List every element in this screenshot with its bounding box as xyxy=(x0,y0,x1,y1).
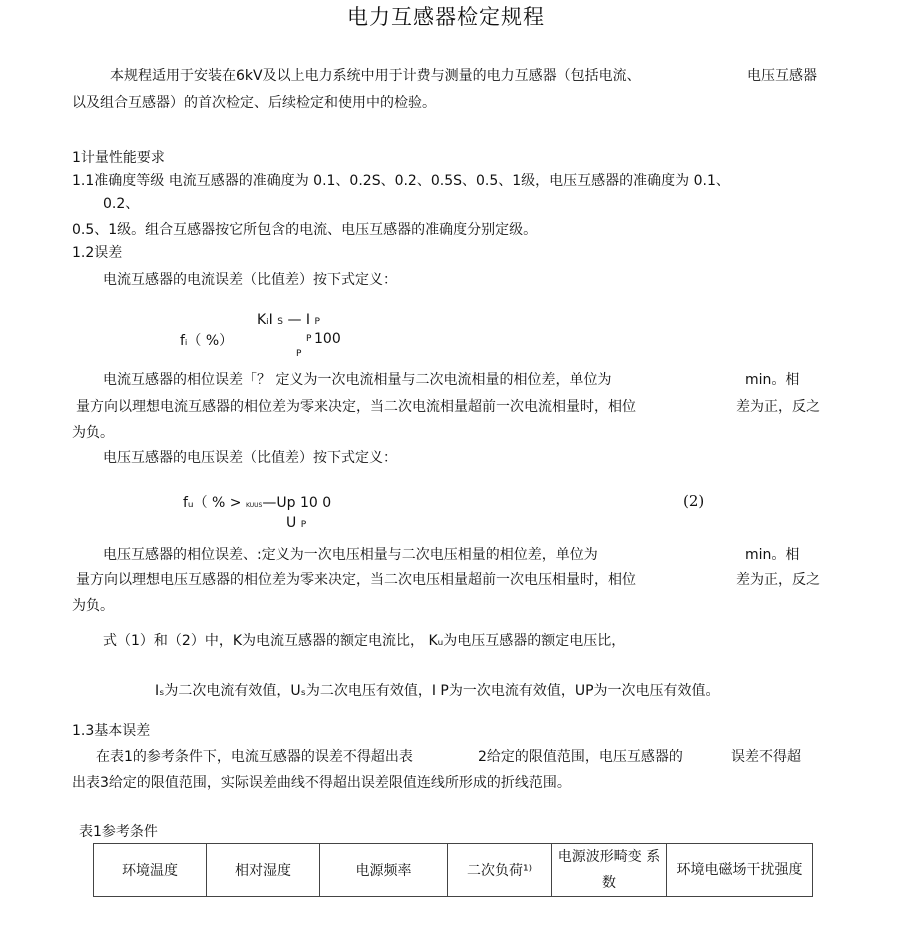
formula-1-p-bottom: P xyxy=(296,349,302,359)
formula-1-lhs: fᵢ（ %） xyxy=(180,333,234,349)
formula-2-small: KUUS xyxy=(245,502,263,509)
formula-1-ki: KᵢI xyxy=(257,312,273,328)
phase-u-line-2b: 差为正，反之 xyxy=(736,572,820,588)
phase-i-line-3: 为负。 xyxy=(72,425,114,441)
phase-u-line-2a: 量方向以理想电压互感器的相位差为零来决定，当二次电压相量超前一次电压相量时，相位 xyxy=(76,572,636,588)
basic-error-line-1c: 误差不得超 xyxy=(731,749,801,765)
formula-2-u: U xyxy=(286,515,297,531)
current-error-definition: 电流互感器的电流误差（比值差）按下式定义： xyxy=(103,272,397,288)
formula-1-numerator xyxy=(257,312,320,329)
formula-2-main xyxy=(183,495,331,512)
formula-2-lhs: fᵤ（ % > xyxy=(183,495,242,511)
basic-error-line-1a: 在表1的参考条件下，电流互感器的误差不得超出表 xyxy=(96,749,413,765)
table-header-row xyxy=(94,844,813,897)
table-header-cell: 电源频率 xyxy=(320,844,448,897)
phase-u-line-1a: 电压互感器的相位误差、:定义为一次电压相量与二次电压相量的相位差，单位为 xyxy=(103,547,598,563)
section-1-heading: 1计量性能要求 xyxy=(72,150,165,166)
basic-error-line-1b: 2给定的限值范围，电压互感器的 xyxy=(478,749,683,765)
formula-1-p-sup: P xyxy=(306,334,312,344)
phase-i-line-1b: min。相 xyxy=(745,372,800,388)
phase-i-line-2a: 量方向以理想电流互感器的相位差为零来决定，当二次电流相量超前一次电流相量时，相位 xyxy=(76,399,636,415)
table-header-cell: 环境电磁场干扰强度 xyxy=(667,844,813,897)
accuracy-line-1: 1.1准确度等级 电流互感器的准确度为 0.1、0.2S、0.2、0.5S、0.5、1级，电压互感器的准确度为 0.1、 xyxy=(72,173,730,189)
intro-line-1a: 本规程适用于安装在6kV及以上电力系统中用于计费与测量的电力互感器（包括电流、 xyxy=(110,68,641,84)
accuracy-line-3: 0.5、1级。组合互感器按它所包含的电流、电压互感器的准确度分别定级。 xyxy=(72,222,538,238)
formula-1-p-sub: P xyxy=(314,317,320,327)
values-note: Iₛ为二次电流有效值，Uₛ为二次电压有效值，I P为一次电流有效值，UP为一次电压有效值。 xyxy=(155,683,720,699)
section-1-3-heading: 1.3基本误差 xyxy=(72,723,151,739)
accuracy-line-2: 0.2、 xyxy=(103,196,140,212)
phase-i-line-2b: 差为正，反之 xyxy=(736,399,820,415)
formula-1-dash: — xyxy=(287,312,302,328)
formula-2-denominator xyxy=(286,515,306,532)
phase-u-line-1b: min。相 xyxy=(745,547,800,563)
formula-2-number: (2) xyxy=(683,492,705,510)
section-1-2-heading: 1.2误差 xyxy=(72,245,123,261)
table-header-cell: 二次负荷¹⁾ xyxy=(448,844,552,897)
intro-line-2: 以及组合互感器）的首次检定、后续检定和使用中的检验。 xyxy=(72,95,436,111)
table-header-cell: 相对湿度 xyxy=(207,844,320,897)
intro-line-1b: 电压互感器 xyxy=(747,68,817,84)
page-title: 电力互感器检定规程 xyxy=(347,5,545,29)
formula-note: 式（1）和（2）中，K为电流互感器的额定电流比， Kᵤ为电压互感器的额定电压比， xyxy=(103,633,626,649)
phase-u-line-3: 为负。 xyxy=(72,598,114,614)
table-header-cell: 环境温度 xyxy=(94,844,207,897)
phase-i-line-1a: 电流互感器的相位误差「？ 定义为一次电流相量与二次电流相量的相位差，单位为 xyxy=(103,372,612,388)
formula-1-hundred: 100 xyxy=(314,331,341,347)
formula-2-p-sub: P xyxy=(300,520,307,530)
table-header-cell: 电源波形畸变 系数 xyxy=(552,844,667,897)
formula-1-ip: I xyxy=(305,312,311,328)
table-1-caption: 表1参考条件 xyxy=(79,824,158,840)
basic-error-line-2: 出表3给定的限值范围，实际误差曲线不得超出误差限值连线所形成的折线范围。 xyxy=(72,775,571,791)
formula-2-rest: —Up 10 0 xyxy=(262,495,332,511)
voltage-error-definition: 电压互感器的电压误差（比值差）按下式定义： xyxy=(103,450,397,466)
formula-1-s-sub: S xyxy=(277,317,283,327)
reference-conditions-table xyxy=(93,843,813,897)
